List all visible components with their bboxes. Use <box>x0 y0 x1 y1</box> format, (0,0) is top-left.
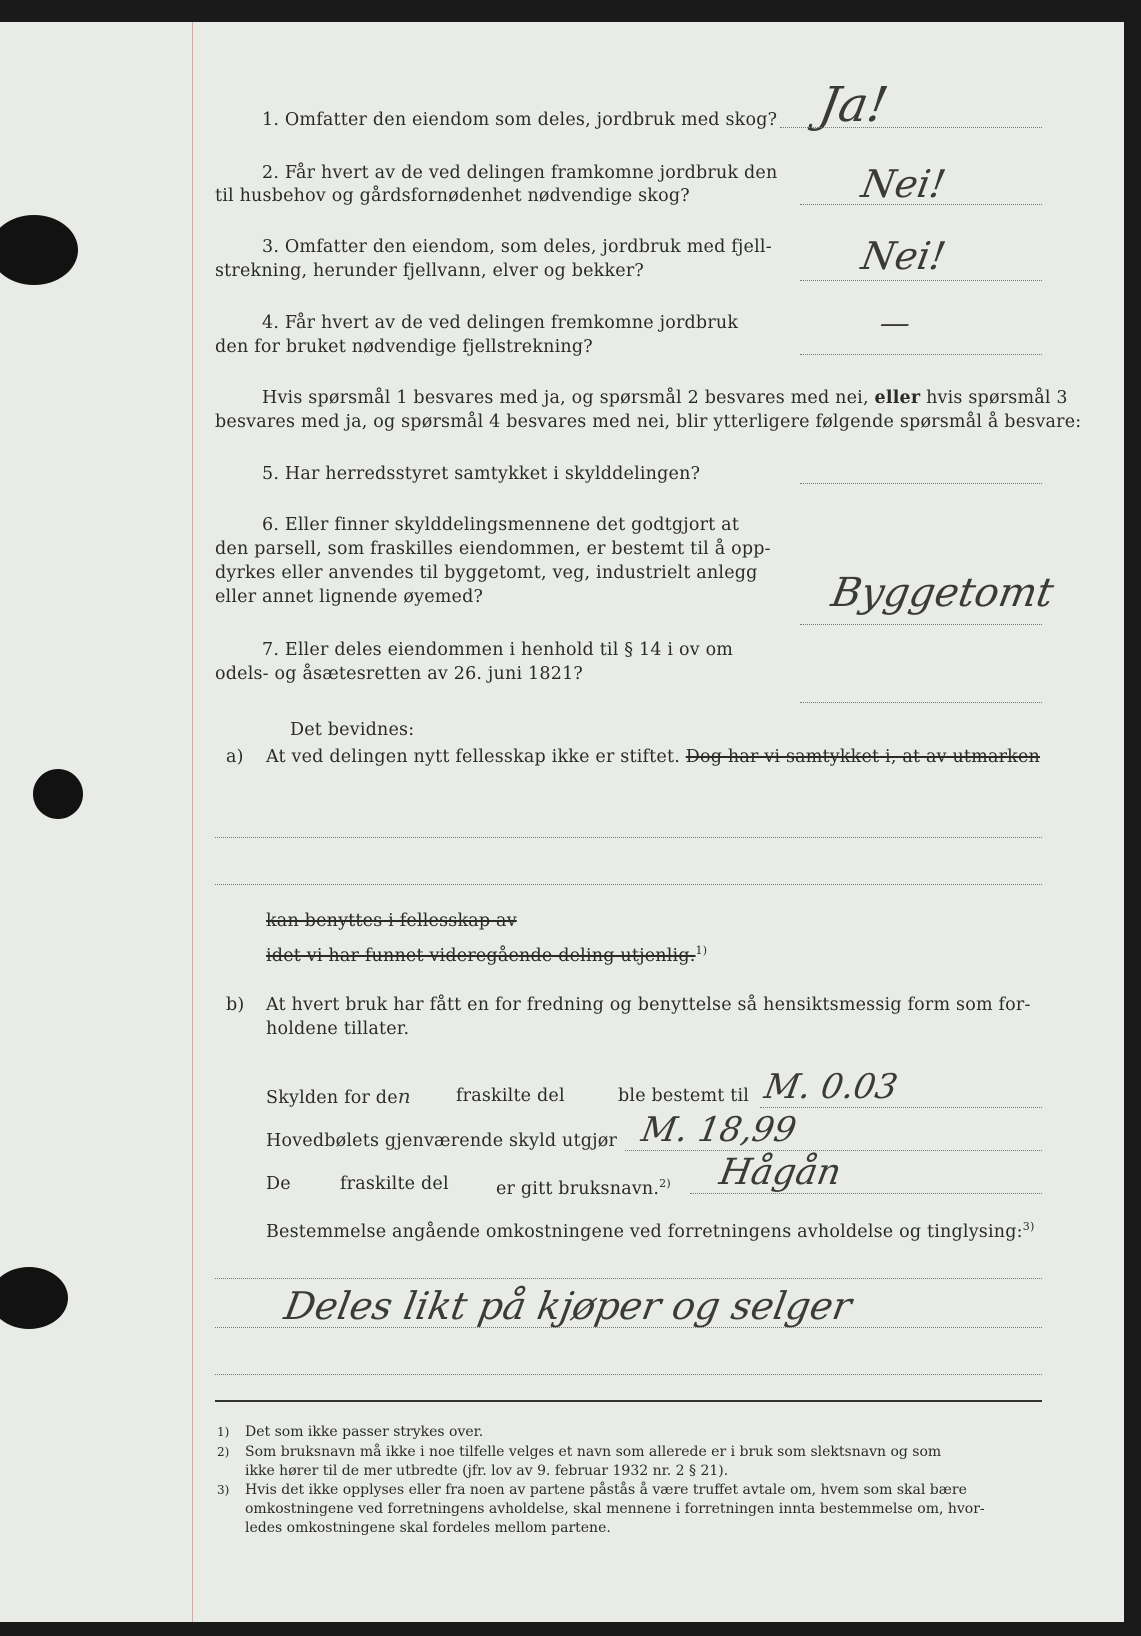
answer-line <box>800 204 1042 205</box>
answer-line <box>800 624 1042 625</box>
skyld-line1-a: Skylden for den <box>266 1084 411 1108</box>
attest-b-line2: holdene tillater. <box>266 1019 410 1039</box>
struck-line2: idet vi har funnet videregående deling utjenlig.$^{1)}$ <box>266 944 708 966</box>
document-page <box>0 22 1124 1622</box>
condition-line2: besvares med ja, og spørsmål 4 besvares med nei, blir ytterligere følgende spørsmål å besvare: <box>215 412 1082 432</box>
footnote-1: Det som ikke passer strykes over. <box>245 1424 484 1440</box>
footnote-3-line1: Hvis det ikke opplyses eller fra noen av partene påstås å være truffet avtale om, hvem som skal bære <box>245 1482 967 1498</box>
attest-a-label: a) <box>226 747 244 767</box>
skyld-line2: Hovedbølets gjenværende skyld utgjør <box>266 1131 618 1151</box>
struck-text: Dog har vi samtykket i, at av utmarken <box>685 747 1040 767</box>
answer-3: Nei! <box>858 234 950 278</box>
question-6-line2: den parsell, som fraskilles eiendommen, er bestemt til å opp- <box>215 539 771 559</box>
punch-hole <box>0 1267 68 1329</box>
question-6-line3: dyrkes eller anvendes til byggetomt, veg, industrielt anlegg <box>215 563 758 583</box>
skyld-line3-c: er gitt bruksnavn.$^{2)}$ <box>496 1177 671 1199</box>
answer-line <box>690 1193 1042 1194</box>
question-1: 1. Omfatter den eiendom som deles, jordbruk med skog? <box>262 110 778 130</box>
question-4-line1: 4. Får hvert av de ved delingen fremkomne jordbruk <box>262 313 739 333</box>
footnote-3-line3: ledes omkostningene skal fordeles mellom partene. <box>245 1520 611 1536</box>
footnote-3-mark: 3) <box>217 1483 230 1497</box>
answer-line <box>625 1150 1042 1151</box>
struck-line1: kan benyttes i fellesskap av <box>266 911 517 931</box>
cost-answer: Deles likt på kjøper og selger <box>281 1284 855 1328</box>
answer-line <box>800 483 1042 484</box>
attest-b-label: b) <box>226 995 245 1015</box>
attest-b-line1: At hvert bruk har fått en for fredning og benyttelse så hensiktsmessig form som for- <box>266 995 1031 1015</box>
margin-line <box>192 22 193 1622</box>
footnote-3-line2: omkostningene ved forretningens avholdelse, skal mennene i forretningen innta bestemmelse om, hvor- <box>245 1501 985 1517</box>
answer-2: Nei! <box>858 162 950 206</box>
skyld-line1-b: fraskilte del <box>456 1086 565 1106</box>
attest-a-text: At ved delingen nytt fellesskap ikke er stiftet. Dog har vi samtykket i, at av utmarken <box>266 747 1040 767</box>
fill-line <box>215 1374 1042 1375</box>
answer-line <box>760 1107 1042 1108</box>
punch-hole <box>0 215 78 285</box>
answer-line <box>800 354 1042 355</box>
answer-1: Ja! <box>815 77 893 133</box>
footnote-rule <box>215 1400 1042 1402</box>
question-7-line1: 7. Eller deles eiendommen i henhold til § 14 i ov om <box>262 640 734 660</box>
answer-line <box>800 702 1042 703</box>
question-3-line2: strekning, herunder fjellvann, elver og bekker? <box>215 261 644 281</box>
question-6-line1: 6. Eller finner skylddelingsmennene det godtgjort at <box>262 515 740 535</box>
condition-line1: Hvis spørsmål 1 besvares med ja, og spørsmål 2 besvares med nei, eller hvis spørsmål 3 <box>262 388 1068 408</box>
fill-line <box>215 837 1042 838</box>
hovedbol-answer: M. 18,99 <box>638 1110 800 1150</box>
footnote-1-mark: 1) <box>217 1425 230 1439</box>
question-5: 5. Har herredsstyret samtykket i skylddelingen? <box>262 464 701 484</box>
skyld-line4: Bestemmelse angående omkostningene ved forretningens avholdelse og tinglysing:$^{3)}$ <box>266 1220 1035 1242</box>
bruksnavn-answer: Hågån <box>716 1152 845 1193</box>
skyld-line3-b: fraskilte del <box>340 1174 449 1194</box>
question-7-line2: odels- og åsætesretten av 26. juni 1821? <box>215 664 583 684</box>
question-2-line2: til husbehov og gårdsfornødenhet nødvendige skog? <box>215 186 690 206</box>
fill-line <box>215 1278 1042 1279</box>
footnote-2-line1: Som bruksnavn må ikke i noe tilfelle velges et navn som allerede er i bruk som slektsnavn og som <box>245 1444 942 1460</box>
question-4-line2: den for bruket nødvendige fjellstrekning? <box>215 337 593 357</box>
question-3-line1: 3. Omfatter den eiendom, som deles, jordbruk med fjell- <box>262 237 772 257</box>
answer-line <box>780 127 1042 128</box>
skyld-line3-a: De <box>266 1174 291 1194</box>
attest-heading: Det bevidnes: <box>290 720 415 740</box>
question-2-line1: 2. Får hvert av de ved delingen framkomne jordbruk den <box>262 163 778 183</box>
footnote-2-line2: ikke hører til de mer utbredte (jfr. lov av 9. februar 1932 nr. 2 § 21). <box>245 1463 729 1479</box>
question-6-line4: eller annet lignende øyemed? <box>215 587 484 607</box>
answer-6: Byggetomt <box>827 570 1058 616</box>
skyld-line1-c: ble bestemt til <box>618 1086 750 1106</box>
footnote-2-mark: 2) <box>217 1445 230 1459</box>
answer-4: — <box>876 306 914 341</box>
fill-line <box>215 1327 1042 1328</box>
answer-line <box>800 280 1042 281</box>
punch-hole <box>33 769 83 819</box>
fill-line <box>215 884 1042 885</box>
skyld-answer: M. 0.03 <box>761 1067 901 1107</box>
